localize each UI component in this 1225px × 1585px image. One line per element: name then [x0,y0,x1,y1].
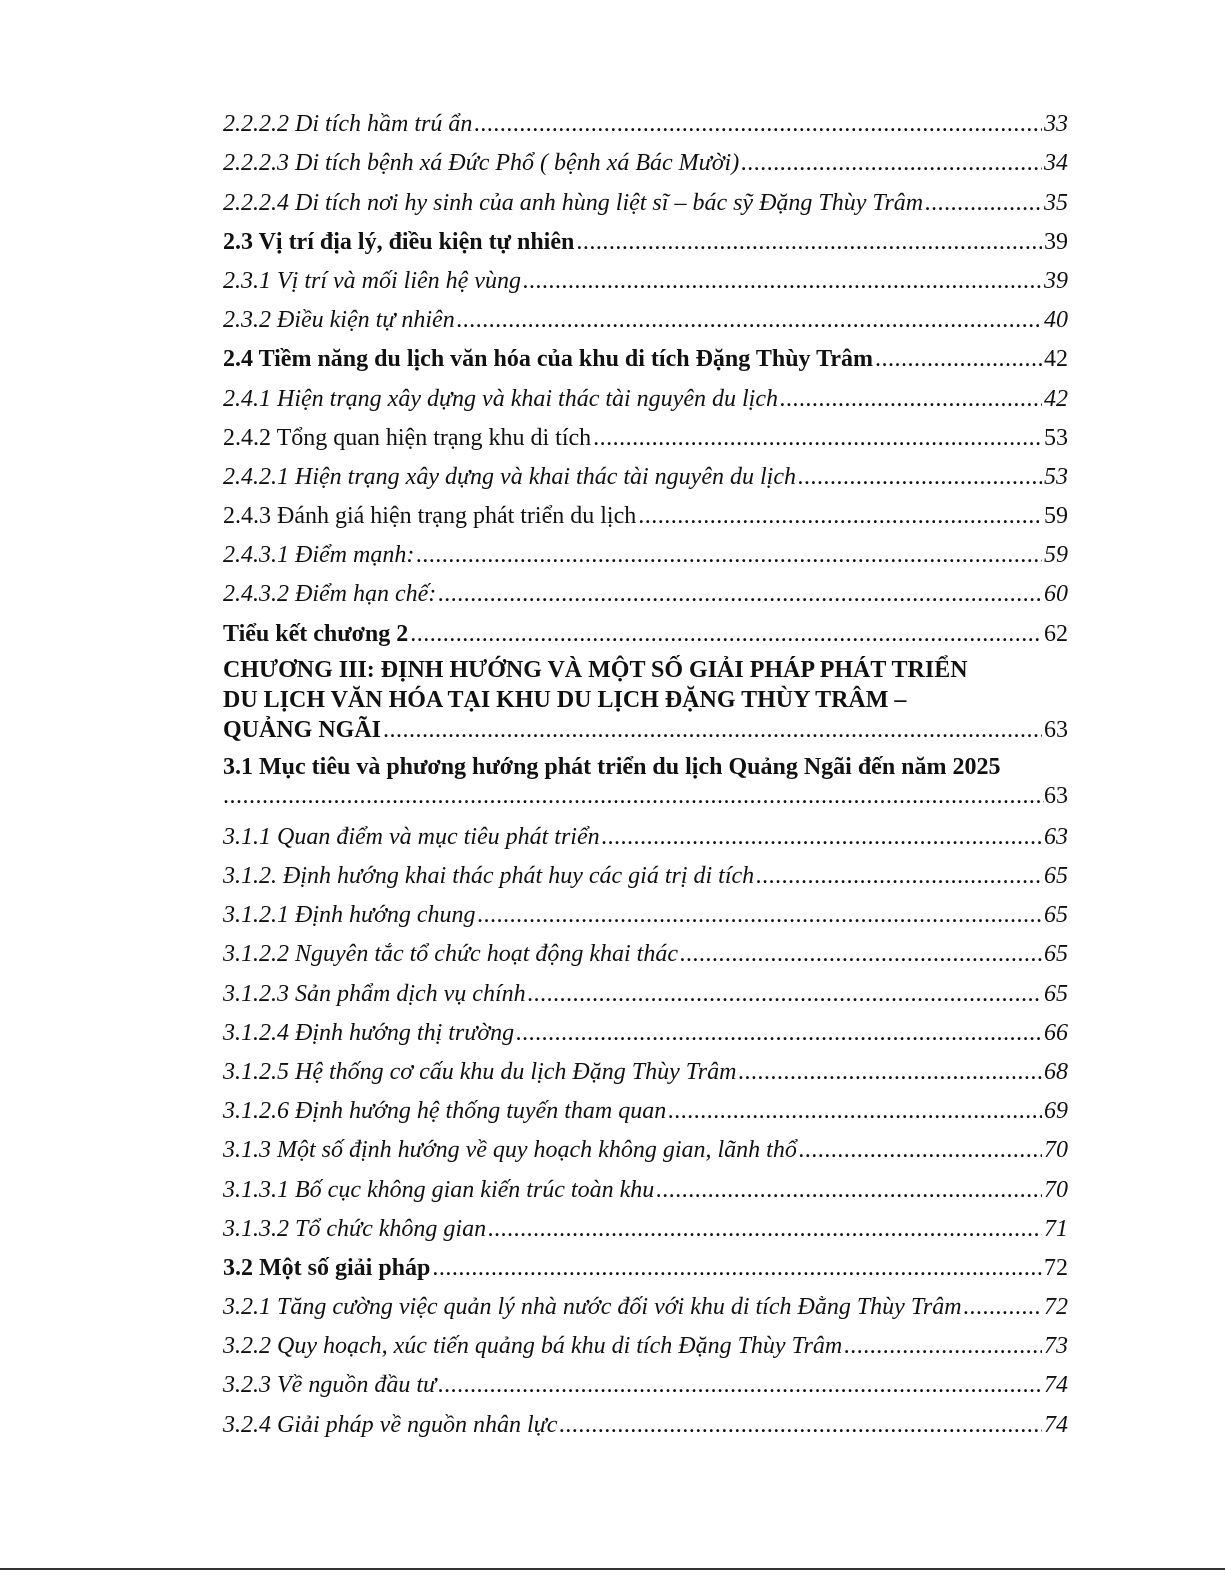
toc-entry-page: 34 [1044,150,1068,177]
dot-leader [798,463,1042,492]
dot-leader [576,228,1042,257]
toc-entry[interactable] [223,1126,1068,1165]
toc-entry-title: 2.4.1 Hiện trạng xây dựng và khai thác tài nguyên du lịch [223,385,778,412]
toc-entry-page: 65 [1044,902,1068,929]
toc-entry-page: 73 [1044,1333,1068,1360]
dot-leader [438,580,1042,609]
dot-leader [528,980,1042,1009]
toc-entry-title: 3.2.3 Về nguồn đầu tư [223,1372,437,1399]
toc-entry-title: 3.1.1 Quan điểm và mục tiêu phát triển [223,823,600,850]
toc-entry-title: 3.1.2.5 Hệ thống cơ cấu khu du lịch Đặng Thùy Trâm [223,1058,737,1085]
toc-entry[interactable] [223,852,1068,891]
toc-entry-page: 65 [1044,941,1068,968]
toc-entry[interactable] [223,1165,1068,1204]
toc-entry-page: 65 [1044,980,1068,1007]
toc-entry[interactable] [223,570,1068,609]
toc-entry-title: 3.1.3.1 Bố cục không gian kiến trúc toàn khu [223,1176,655,1203]
toc-entry-title: 3.1.2.3 Sản phẩm dịch vụ chính [223,980,526,1007]
toc-entry[interactable] [223,1322,1068,1361]
dot-leader [668,1097,1042,1126]
page-bottom-rule [0,1568,1225,1570]
toc-entry-title: 3.1.2.6 Định hướng hệ thống tuyến tham quan [223,1098,667,1125]
toc-entry-page: 70 [1044,1137,1068,1164]
dot-leader [602,823,1042,852]
toc-entry-page: 63 [1044,716,1068,743]
toc-entry-title: 3.2.4 Giải pháp về nguồn nhân lực [223,1411,558,1438]
dot-leader [799,1136,1042,1165]
dot-leader [638,502,1042,531]
toc-entry-section[interactable] [223,218,1068,257]
toc-entry-title: 2.2.2.2 Di tích hầm trú ẩn [223,111,473,138]
toc-entry[interactable] [223,1087,1068,1126]
toc-entry-title: 3.1.2.2 Nguyên tắc tổ chức hoạt động khai thác [223,941,679,968]
toc-entry[interactable] [223,453,1068,492]
toc-entry-page: 40 [1044,307,1068,334]
toc-entry-page: 39 [1044,228,1068,255]
toc-entry-page: 42 [1044,385,1068,412]
toc-entry-section[interactable] [223,1244,1068,1283]
chapter-title-line: DU LỊCH VĂN HÓA TẠI KHU DU LỊCH ĐẶNG THÙY TRÂM – [223,686,907,713]
toc-entry-section[interactable] [223,609,1068,648]
toc-entry-page: 62 [1044,620,1068,647]
toc-entry-page: 66 [1044,1019,1068,1046]
dot-leader [223,782,1044,811]
toc-entry-title: 2.4 Tiềm năng du lịch văn hóa của khu di tích Đặng Thùy Trâm [223,346,873,373]
dot-leader [780,385,1042,414]
toc-entry-title: 3.2.2 Quy hoạch, xúc tiến quảng bá khu di tích Đặng Thùy Trâm [223,1333,843,1360]
toc-entry-page: 68 [1044,1058,1068,1085]
toc-entry[interactable] [223,414,1068,453]
toc-entry[interactable] [223,930,1068,969]
toc-entry[interactable] [223,374,1068,413]
toc-entry-page: 53 [1044,463,1068,490]
toc-entry[interactable] [223,891,1068,930]
dot-leader [457,306,1042,335]
dot-leader [741,149,1042,178]
toc-entry-page: 63 [1044,823,1068,850]
toc-entry[interactable] [223,1400,1068,1439]
toc-entry-title: 3.2.1 Tăng cường việc quản lý nhà nước đối với khu di tích Đằng Thùy Trâm [223,1294,962,1321]
dot-leader [844,1332,1042,1361]
toc-entry-page: 35 [1044,189,1068,216]
toc-entry-title: 2.4.3.2 Điểm hạn chế: [223,581,437,608]
dot-leader [593,424,1042,453]
toc-entry[interactable] [223,296,1068,335]
toc-entry-page: 42 [1044,346,1068,373]
dot-leader [680,940,1042,969]
dot-leader [488,1215,1042,1244]
toc-entry-page: 69 [1044,1098,1068,1125]
toc-entry-page: 71 [1044,1215,1068,1242]
toc-entry-page: 33 [1044,111,1068,138]
chapter-title-line: CHƯƠNG III: ĐỊNH HƯỚNG VÀ MỘT SỐ GIẢI PHÁP PHÁT TRIỂN [223,656,968,683]
toc-entry-title: 2.4.3 Đánh giá hiện trạng phát triển du lịch [223,503,637,530]
dot-leader [656,1176,1042,1205]
toc-entry[interactable] [223,1361,1068,1400]
toc-entry-title: 3.1.3 Một số định hướng về quy hoạch không gian, lãnh thổ [223,1137,797,1164]
dot-leader [964,1293,1042,1322]
toc-entry-title: 2.3.2 Điều kiện tự nhiên [223,307,455,334]
dot-leader [383,715,1042,745]
toc-entry[interactable] [223,492,1068,531]
dot-leader [559,1411,1042,1440]
toc-entry-title: 2.3 Vị trí địa lý, điều kiện tự nhiên [223,228,575,255]
toc-entry[interactable] [223,1009,1068,1048]
dot-leader [432,1254,1042,1283]
toc-entry-page: 72 [1044,1254,1068,1281]
toc-entry-page: 65 [1044,863,1068,889]
chapter-title-line: QUẢNG NGÃI [223,716,382,743]
toc-entry[interactable] [223,1205,1068,1244]
toc-entry-title: 3.1.3.2 Tổ chức không gian [223,1215,487,1242]
toc-entry-title: 2.4.3.1 Điểm mạnh: [223,542,415,569]
toc-entry-page: 74 [1044,1372,1068,1399]
toc-entry-title: 2.4.2 Tổng quan hiện trạng khu di tích [223,424,592,451]
toc-entry-section[interactable] [223,335,1068,374]
toc-entry[interactable] [223,257,1068,296]
dot-leader [925,189,1042,218]
toc-entry-title: Tiểu kết chương 2 [223,620,409,647]
toc-entry[interactable] [223,139,1068,178]
toc-entry[interactable] [223,969,1068,1008]
toc-entry-page: 74 [1044,1411,1068,1438]
toc-entry[interactable] [223,531,1068,570]
toc-entry-title: 2.3.1 Vị trí và mối liên hệ vùng [223,267,521,294]
toc-entry-title: 3.2 Một số giải pháp [223,1254,431,1281]
toc-entry-page: 70 [1044,1176,1068,1203]
toc-entry-title: 2.2.2.4 Di tích nơi hy sinh của anh hùng liệt sĩ – bác sỹ Đặng Thùy Trâm [223,189,924,216]
toc-entry-title: 3.1.2.1 Định hướng chung [223,902,476,929]
toc-entry-page: 59 [1044,503,1068,530]
toc-entry[interactable] [223,1283,1068,1322]
toc-entry-page: 63 [1044,782,1068,809]
toc-entry-page: 53 [1044,424,1068,451]
toc-entry[interactable] [223,178,1068,217]
dot-leader [438,1371,1042,1400]
dot-leader [410,620,1042,649]
toc-entry-title: 3.1.2.4 Định hướng thị trường [223,1019,515,1046]
toc-entry-title: 2.4.2.1 Hiện trạng xây dựng và khai thác tài nguyên du lịch [223,463,796,490]
dot-leader [875,345,1042,374]
toc-entry[interactable] [223,813,1068,852]
toc-entry-title: 3.1 Mục tiêu và phương hướng phát triển du lịch Quảng Ngãi đến năm 2025 [223,753,1001,780]
toc-entry-page: 60 [1044,581,1068,608]
toc-entry[interactable] [223,1048,1068,1087]
toc-entry-title: 2.2.2.3 Di tích bệnh xá Đức Phổ ( bệnh xá Bác Mười) [223,150,740,177]
dot-leader [756,862,1042,891]
toc-entry-page: 72 [1044,1294,1068,1321]
toc-entry-page: 39 [1044,267,1068,294]
toc-entry-page: 59 [1044,542,1068,569]
dot-leader [738,1058,1042,1087]
toc-entry[interactable] [223,100,1068,139]
toc-entry-section[interactable] [223,753,1068,811]
table-of-contents [223,100,1068,1440]
dot-leader [523,267,1042,296]
toc-entry-chapter[interactable] [223,655,1068,745]
dot-leader [516,1019,1042,1048]
dot-leader [416,541,1042,570]
dot-leader [474,110,1042,139]
dot-leader [478,901,1042,930]
toc-entry-title: 3.1.2. Định hướng khai thác phát huy các giá trị di tích [223,863,755,889]
